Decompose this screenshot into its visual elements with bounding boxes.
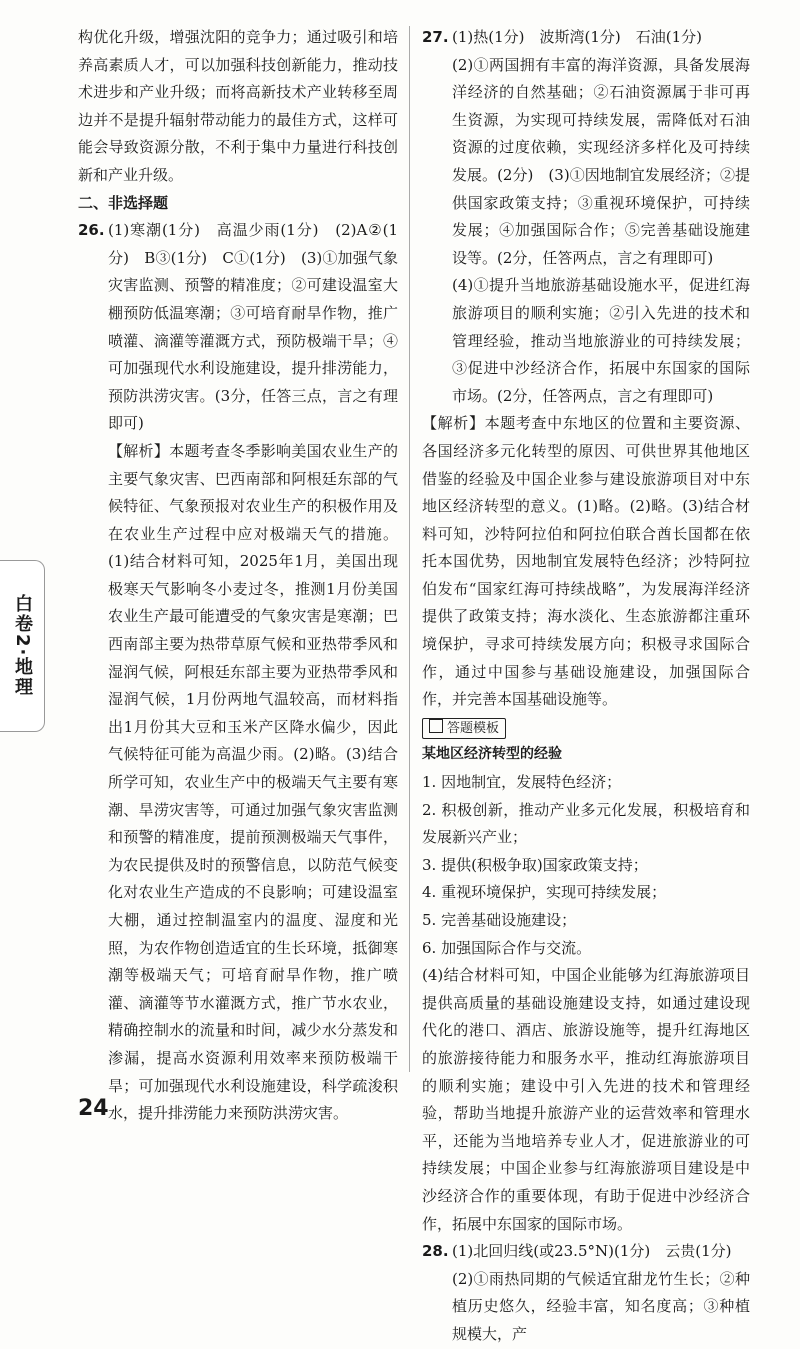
template-item: 6. 加强国际合作与交流。 bbox=[422, 938, 592, 957]
question-26-answer: (1)寒潮(1分) 高温少雨(1分) (2)A②(1分) B③(1分) C①(1分) (3)①加强气象灾害监测、预警的精准度；②可建设温室大棚预防低温寒潮；③可培育耐旱作物，推广喷灌、滴灌等灌溉方式，预防极端干旱；④可加强现代水利设施建设，提升排涝能力，预防洪涝灾害。(3分，任答三点，言之有理即可) bbox=[108, 221, 398, 433]
book-icon bbox=[429, 719, 443, 733]
question-27-number: 27. bbox=[422, 28, 449, 46]
question-28 bbox=[422, 1238, 750, 1348]
template-badge bbox=[422, 718, 506, 739]
question-27-analysis-1: 【解析】本题考查中东地区的位置和主要资源、各国经济多元化转型的原因、可供世界其他地区借鉴的经验及中国企业参与建设旅游项目对中东地区经济转型的意义。(1)略。(2)略。(3)结合材料可知，沙特阿拉伯和阿拉伯联合酋长国都在依托本国优势，因地制宜发展特色经济；沙特阿拉伯发布“国家红海可持续战略”，为发展海洋经济提供了政策支持；海水淡化、生态旅游都注重环境保护，寻求可持续发展方向；积极寻求国际合作，通过中国参与基础设施建设，加强国际合作，并完善本国基础设施等。 bbox=[422, 414, 750, 709]
question-27-analysis-2: (4)结合材料可知，中国企业能够为红海旅游项目提供高质量的基础设施建设支持，如通过建设现代化的港口、酒店、旅游设施等，提升红海地区的旅游接待能力和服务水平，推动红海旅游项目的顺利实施；建设中引入先进的技术和管理经验，帮助当地提升旅游产业的运营效率和管理水平，还能为当地培养专业人才，促进旅游业的可持续发展；中国企业参与红海旅游项目建设是中沙经济合作的重要体现，有助于促进中沙经济合作，拓展中东国家的国际市场。 bbox=[422, 966, 750, 1233]
template-badge-label: 答题模板 bbox=[447, 720, 500, 736]
side-tab-label: 白卷2·地理 bbox=[12, 594, 33, 698]
question-27 bbox=[422, 24, 750, 410]
page-number: 24 bbox=[78, 1096, 109, 1121]
section-heading: 二、非选择题 bbox=[78, 193, 169, 212]
side-tab bbox=[0, 560, 45, 732]
question-28-number: 28. bbox=[422, 1242, 449, 1261]
template-item: 5. 完善基础设施建设； bbox=[422, 911, 577, 929]
question-26-number: 26. bbox=[78, 221, 105, 240]
question-26-analysis: 【解析】本题考查冬季影响美国农业生产的主要气象灾害、巴西南部和阿根廷东部的气候特征、气象预报对农业生产的积极作用及在农业生产过程中应对极端天气的措施。(1)结合材料可知，2025年1月，美国出现极寒天气影响冬小麦过冬，推测1月份美国农业生产最可能遭受的气象灾害是寒潮；巴西南部主要为热带草原气候和亚热带季风和湿润气候，阿根廷东部主要为亚热带季风和湿润气候，1月份两地气温较高，而材料指出1月份其大豆和玉米产区降水偏少，因此气候特征可能为高温少雨。(2)略。(3)结合所学可知，农业生产中的极端天气主要有寒潮、旱涝灾害等，可通过加强气象灾害监测和预警的精准度，提前预测极端天气事件，为农民提供及时的预警信息，以防范气候变化对农业生产造成的不良影响；可建设温室大棚，通过控制温室内的温度、湿度和光照，为农作物创造适宜的生长环境，抵御寒潮等极端天气；可培育耐旱作物，推广喷灌、滴灌等节水灌溉方式，推广节水农业，精确控制水的流量和时间，减少水分蒸发和渗漏，提高水资源利用效率来预防极端干旱；可加强现代水利设施建设，科学疏浚积水，提升排涝能力来预防洪涝灾害。 bbox=[108, 441, 398, 1123]
question-26 bbox=[78, 217, 398, 1128]
question-28-answer-2: (2)①雨热同期的气候适宜甜龙竹生长；②种植历史悠久，经验丰富，知名度高；③种植规模大，产 bbox=[452, 1269, 750, 1343]
column-divider bbox=[409, 26, 410, 1072]
template-item: 4. 重视环境保护，实现可持续发展； bbox=[422, 883, 667, 902]
question-27-answer-1: (1)热(1分) 波斯湾(1分) 石油(1分) bbox=[452, 28, 702, 46]
template-item: 3. 提供(积极争取)国家政策支持； bbox=[422, 855, 648, 874]
template-item: 2. 积极创新，推动产业多元化发展，积极培育和发展新兴产业； bbox=[422, 800, 750, 847]
question-27-answer-4: (4)①提升当地旅游基础设施水平，促进红海旅游项目的顺利实施；②引入先进的技术和管理经验，推动当地旅游业的可持续发展；③促进中沙经济合作，拓展中东国家的国际市场。(2分，任答两点，言之有理即可) bbox=[452, 276, 750, 405]
template-item: 1. 因地制宜，发展特色经济； bbox=[422, 773, 622, 792]
template-list bbox=[422, 769, 750, 962]
intro-paragraph: 构优化升级，增强沈阳的竞争力；通过吸引和培养高素质人才，可以加强科技创新能力，推动技术进步和产业升级；而将高新技术产业转移至周边并不是提升辐射带动能力的最佳方式，这样可能会导致资源分散，不利于集中力量进行科技创新和产业升级。 bbox=[78, 28, 398, 184]
template-title: 某地区经济转型的经验 bbox=[422, 746, 562, 763]
right-column bbox=[422, 24, 750, 1343]
question-27-answer-2: (2)①两国拥有丰富的海洋资源，具备发展海洋经济的自然基础；②石油资源属于非可再生资源，为实现可持续发展，需降低对石油资源的过度依赖，实现经济多样化及可持续发展。(2分) (3)①因地制宜发展经济；②提供国家政策支持；③重视环境保护，可持续发展；④加强国际合作；⑤完善基础设施建设等。(2分，任答两点，言之有理即可) bbox=[452, 55, 750, 267]
question-28-answer-1: (1)北回归线(或23.5°N)(1分) 云贵(1分) bbox=[452, 1242, 732, 1261]
